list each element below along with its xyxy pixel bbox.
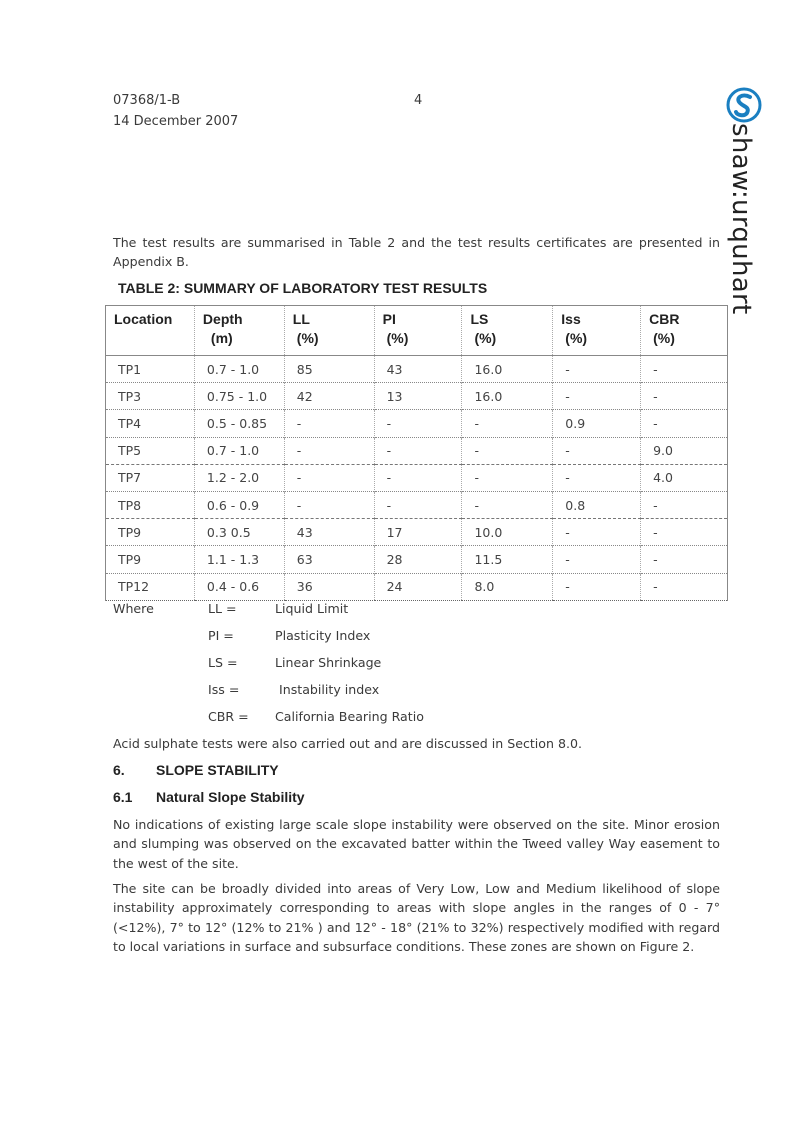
cell-ll: 36 xyxy=(284,573,374,600)
col-header-ls: LS (%) xyxy=(462,306,553,356)
cell-depth: 0.5 - 0.85 xyxy=(194,410,284,437)
legend-meaning-pi: Plasticity Index xyxy=(275,628,371,643)
page-number: 4 xyxy=(414,93,423,108)
legend-abbr-iss: Iss = xyxy=(208,682,240,697)
table-header-row xyxy=(106,306,728,356)
cell-location: TP4 xyxy=(106,410,195,437)
legend-meaning-ll: Liquid Limit xyxy=(275,601,349,616)
cell-iss: - xyxy=(553,546,641,573)
col-header-depth: Depth (m) xyxy=(194,306,284,356)
table-row xyxy=(106,410,728,437)
cell-location: TP7 xyxy=(106,464,195,491)
cell-ls: - xyxy=(462,410,553,437)
cell-cbr: 9.0 xyxy=(641,437,728,464)
cell-depth: 0.75 - 1.0 xyxy=(194,383,284,410)
intro-paragraph: The test results are summarised in Table 2 and the test results certificates are presented in Appendix B. xyxy=(113,235,720,270)
table-row xyxy=(106,519,728,546)
cell-location: TP9 xyxy=(106,519,195,546)
cell-ll: 85 xyxy=(284,356,374,383)
cell-iss: 0.9 xyxy=(553,410,641,437)
cell-location: TP5 xyxy=(106,437,195,464)
cell-cbr: 4.0 xyxy=(641,464,728,491)
cell-iss: - xyxy=(553,519,641,546)
table-row xyxy=(106,356,728,383)
document-date: 14 December 2007 xyxy=(113,114,239,129)
cell-pi: - xyxy=(374,464,462,491)
cell-ll: 63 xyxy=(284,546,374,573)
cell-depth: 0.4 - 0.6 xyxy=(194,573,284,600)
cell-depth: 1.2 - 2.0 xyxy=(194,464,284,491)
cell-pi: 43 xyxy=(374,356,462,383)
legend-meaning-ls: Linear Shrinkage xyxy=(275,655,382,670)
cell-cbr: - xyxy=(641,410,728,437)
col-header-pi: PI (%) xyxy=(374,306,462,356)
cell-ls: 8.0 xyxy=(462,573,553,600)
cell-cbr: - xyxy=(641,546,728,573)
legend-abbr-ll: LL = xyxy=(208,601,237,616)
acid-sulphate-note: Acid sulphate tests were also carried out and are discussed in Section 8.0. xyxy=(113,736,583,751)
cell-iss: - xyxy=(553,437,641,464)
section-6-heading: SLOPE STABILITY xyxy=(156,762,279,778)
cell-cbr: - xyxy=(641,383,728,410)
cell-pi: - xyxy=(374,410,462,437)
shaw-urquhart-logo-icon xyxy=(726,87,762,123)
cell-ls: - xyxy=(462,464,553,491)
cell-ll: 43 xyxy=(284,519,374,546)
cell-pi: 28 xyxy=(374,546,462,573)
cell-pi: - xyxy=(374,437,462,464)
lab-results-table xyxy=(105,305,728,601)
cell-ll: - xyxy=(284,464,374,491)
cell-depth: 0.7 - 1.0 xyxy=(194,437,284,464)
cell-location: TP12 xyxy=(106,573,195,600)
table-row xyxy=(106,573,728,600)
cell-location: TP9 xyxy=(106,546,195,573)
cell-depth: 0.6 - 0.9 xyxy=(194,491,284,518)
table-row xyxy=(106,383,728,410)
cell-ls: - xyxy=(462,491,553,518)
cell-ls: - xyxy=(462,437,553,464)
table-title: TABLE 2: SUMMARY OF LABORATORY TEST RESULTS xyxy=(118,280,488,296)
legend-abbr-pi: PI = xyxy=(208,628,234,643)
cell-ll: - xyxy=(284,437,374,464)
legend-abbr-ls: LS = xyxy=(208,655,238,670)
cell-cbr: - xyxy=(641,573,728,600)
cell-location: TP8 xyxy=(106,491,195,518)
cell-depth: 0.3 0.5 xyxy=(194,519,284,546)
table-row xyxy=(106,546,728,573)
cell-pi: 17 xyxy=(374,519,462,546)
legend-meaning-iss: Instability index xyxy=(279,682,380,697)
cell-pi: - xyxy=(374,491,462,518)
cell-iss: - xyxy=(553,573,641,600)
col-header-location: Location xyxy=(106,306,195,356)
legend-where: Where xyxy=(113,601,154,616)
cell-cbr: - xyxy=(641,519,728,546)
cell-ll: 42 xyxy=(284,383,374,410)
cell-location: TP3 xyxy=(106,383,195,410)
paragraph-natural-slope: No indications of existing large scale slope instability were observed on the site. Minor erosion and slumping was observed on the excavated batter within the Tweed valley Way easement to the west of the site. xyxy=(113,817,720,871)
cell-ls: 16.0 xyxy=(462,356,553,383)
section-6-1-number: 6.1 xyxy=(113,789,133,805)
paragraph-slope-zones: The site can be broadly divided into areas of Very Low, Low and Medium likelihood of slope instability approximately corresponding to areas with slope angles in the ranges of 0 - 7° (<12%), 7° to 12° (12% to 21% ) and 12° - 18° (21% to 32%) respectively modified with regard to local variations in surface and subsurface conditions. These zones are shown on Figure 2. xyxy=(113,881,720,954)
legend-meaning-cbr: California Bearing Ratio xyxy=(275,709,424,724)
cell-iss: - xyxy=(553,383,641,410)
cell-iss: - xyxy=(553,356,641,383)
logo-wordmark: shaw:urquhart xyxy=(726,123,756,315)
cell-depth: 0.7 - 1.0 xyxy=(194,356,284,383)
col-header-ll: LL (%) xyxy=(284,306,374,356)
table-row xyxy=(106,491,728,518)
col-header-iss: Iss (%) xyxy=(553,306,641,356)
cell-pi: 13 xyxy=(374,383,462,410)
section-6-1-heading: Natural Slope Stability xyxy=(156,789,305,805)
document-ref: 07368/1-B xyxy=(113,93,181,108)
cell-iss: 0.8 xyxy=(553,491,641,518)
table-row xyxy=(106,464,728,491)
cell-ls: 16.0 xyxy=(462,383,553,410)
cell-iss: - xyxy=(553,464,641,491)
cell-ls: 11.5 xyxy=(462,546,553,573)
section-6-number: 6. xyxy=(113,762,125,778)
cell-depth: 1.1 - 1.3 xyxy=(194,546,284,573)
cell-ll: - xyxy=(284,410,374,437)
legend-abbr-cbr: CBR = xyxy=(208,709,249,724)
cell-cbr: - xyxy=(641,356,728,383)
cell-cbr: - xyxy=(641,491,728,518)
cell-location: TP1 xyxy=(106,356,195,383)
table-row xyxy=(106,437,728,464)
cell-pi: 24 xyxy=(374,573,462,600)
cell-ls: 10.0 xyxy=(462,519,553,546)
cell-ll: - xyxy=(284,491,374,518)
col-header-cbr: CBR (%) xyxy=(641,306,728,356)
